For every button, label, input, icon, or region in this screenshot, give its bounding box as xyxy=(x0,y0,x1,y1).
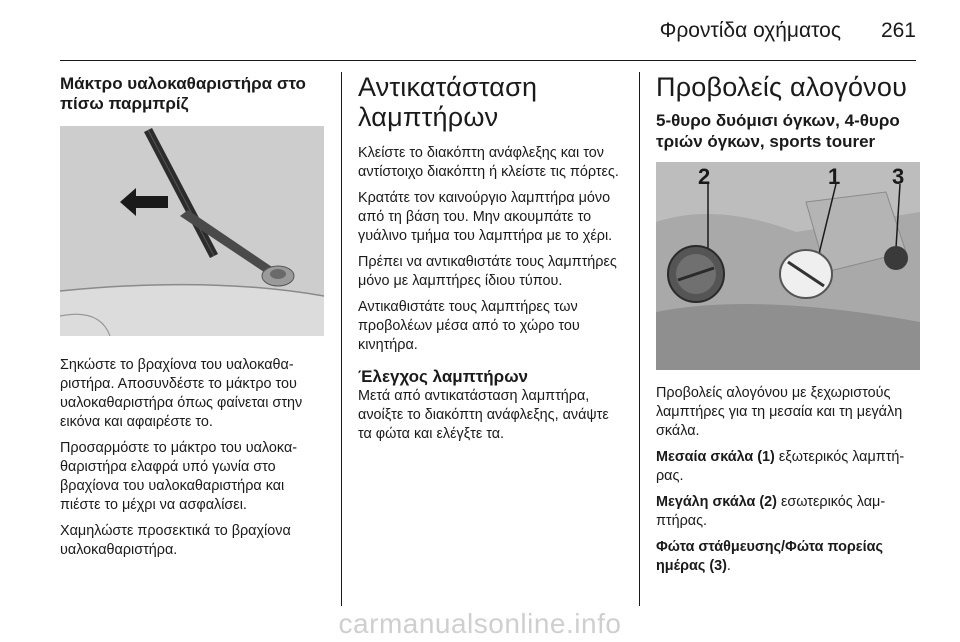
rear-wiper-illustration xyxy=(60,126,324,336)
header-rule xyxy=(60,60,916,61)
halogen-item-2 xyxy=(656,493,920,531)
halogen-item-3-label: Φώτα στάθμευσης/Φώτα πορείας ημέρας (3) xyxy=(656,539,883,574)
halogen-item-2-text: εσωτερικός λαμπτήρας. xyxy=(656,494,886,529)
page-header xyxy=(60,14,916,48)
rear-wiper-step-1: Σηκώστε το βραχίονα του υαλοκαθαριστήρα. Αποσυνδέστε το μάκτρο του υαλοκαθαριστήρα όπως φαίνεται στην εικόνα και αφαιρέστε το. xyxy=(60,357,303,430)
rear-wiper-step-2: Προσαρμόστε το μάκτρο του υαλοκαθαριστήρα ελαφρά υπό γωνία στο βραχίονα του υαλοκαθαριστήρα και πιέστε το μέχρι να ασφαλίσει. xyxy=(60,440,298,513)
bulb-check-paragraph: Μετά από αντικατάσταση λαμπτήρα, ανοίξτε το διακόπτη ανάφλεξης, ανάψτε τα φώτα και ελέγξτε τα. xyxy=(358,388,609,442)
halogen-item-1 xyxy=(656,448,920,486)
watermark: carmanualsonline.info xyxy=(338,608,622,639)
figure-label-1: 1 xyxy=(828,164,841,189)
bulb-paragraph-1: Κλείστε το διακόπτη ανάφλεξης και τον αντίστοιχο διακόπτη ή κλείστε τις πόρτες. xyxy=(358,145,619,180)
headlight-illustration xyxy=(656,162,920,370)
figure-label-3: 3 xyxy=(892,164,905,189)
rear-wiper-heading: Μάκτρο υαλοκαθαριστήρα στο πίσω παρμπρίζ xyxy=(60,74,306,113)
halogen-item-3-text: . xyxy=(726,558,731,574)
halogen-subheading: 5-θυρο δυόμισι όγκων, 4-θυρο τριών όγκων, sports tourer xyxy=(656,111,900,151)
column-bulb-replacement xyxy=(358,72,624,451)
halogen-heading: Προβολείς αλογόνου xyxy=(656,72,908,102)
bulb-paragraph-2: Κρατάτε τον καινούργιο λαμπτήρα μόνο από τη βάση του. Μην ακουμπάτε το γυάλινο τμήμα του λαμπτήρα με το χέρι. xyxy=(358,190,613,244)
page-number: 261 xyxy=(880,19,916,42)
figure-label-2: 2 xyxy=(698,164,711,189)
column-divider-1 xyxy=(341,72,342,606)
bulb-check-heading: Έλεγχος λαμπτήρων xyxy=(358,367,529,386)
halogen-item-2-label: Μεγάλη σκάλα (2) xyxy=(656,494,777,510)
section-title: Φροντίδα οχήματος xyxy=(659,19,841,42)
bulb-replacement-heading: Αντικατάσταση λαμπτήρων xyxy=(358,72,538,132)
halogen-intro: Προβολείς αλογόνου με ξεχωριστούς λαμπτήρες για τη μεσαία και τη μεγάλη σκάλα. xyxy=(656,385,903,439)
rear-wiper-step-3: Χαμηλώστε προσεκτικά το βραχίονα υαλοκαθαριστήρα. xyxy=(60,523,291,558)
column-rear-wiper xyxy=(60,72,324,567)
column-halogen-headlights xyxy=(656,72,920,583)
halogen-item-1-text: εξωτερικός λαμπτήρας. xyxy=(656,449,905,484)
halogen-item-3 xyxy=(656,538,920,576)
bulb-paragraph-4: Αντικαθιστάτε τους λαμπτήρες των προβολέων μέσα από το χώρο του κινητήρα. xyxy=(358,299,580,353)
bulb-paragraph-3: Πρέπει να αντικαθιστάτε τους λαμπτήρες μόνο με λαμπτήρες ίδιου τύπου. xyxy=(358,254,617,289)
column-divider-2 xyxy=(639,72,640,606)
halogen-item-1-label: Μεσαία σκάλα (1) xyxy=(656,449,775,465)
